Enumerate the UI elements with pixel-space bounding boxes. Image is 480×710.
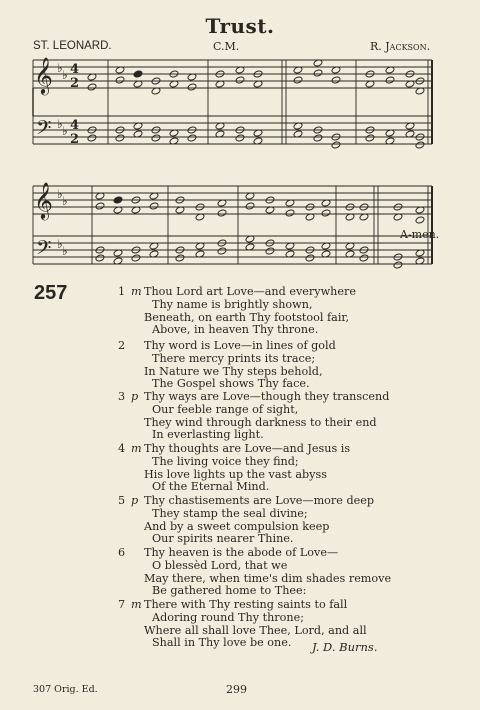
treble-clef-icon: 𝄞 (34, 56, 53, 94)
verse-line: There with Thy resting saints to fall (144, 598, 348, 611)
verse-line: In everlasting light. (152, 428, 264, 442)
time-signature-bottom: 2 (70, 76, 80, 91)
verse-number: 4 (118, 442, 126, 455)
verse-line: Thy heaven is the abode of Love— (144, 546, 339, 559)
verse-line: Our spirits nearer Thine. (152, 532, 294, 546)
verse-line: They wind through darkness to their end (144, 415, 377, 429)
amen-label: A-men. (400, 228, 440, 241)
verse-line: Thy ways are Love—though they transcend (144, 390, 390, 403)
barlines-2 (92, 186, 432, 264)
verse-line: Our feeble range of sight, (152, 402, 299, 416)
meter: C.M. (213, 40, 240, 53)
author: J. D. Burns. (312, 640, 378, 654)
composer: R. Jackson. (370, 40, 431, 53)
verse-number: 2 (118, 339, 126, 352)
verse-number: 5 (118, 494, 126, 507)
verse-number: 6 (118, 546, 126, 559)
page-number: 299 (226, 683, 247, 696)
verse-line: Thy word is Love—in lines of gold (144, 339, 336, 352)
verse-line: Thy name is brightly shown, (152, 297, 313, 311)
verse-line: Of the Eternal Mind. (152, 480, 270, 494)
flat-icon: ♭ (62, 124, 68, 138)
verse-line: Thou Lord art Love—and everywhere (144, 285, 356, 298)
time-signature-top: 4 (70, 118, 80, 133)
flat-icon: ♭ (57, 61, 63, 75)
time-signature-top: 4 (70, 62, 80, 77)
hymn-number: 257 (34, 282, 68, 304)
verse-line: Where all shall love Thee, Lord, and all (144, 623, 367, 637)
verse-number: 7 (118, 598, 126, 611)
flat-icon: ♭ (57, 237, 63, 251)
dynamic-marking: m (131, 598, 142, 611)
dynamic-marking: m (131, 442, 142, 455)
verse-line: The living voice they find; (152, 454, 299, 468)
verse-line: There mercy prints its trace; (152, 351, 316, 365)
verse-line: In Nature we Thy steps behold, (144, 364, 323, 378)
verse-line: They stamp the seal divine; (152, 506, 308, 520)
bass-clef-icon: 𝄢 (36, 236, 52, 264)
time-signature-bottom: 2 (70, 132, 80, 147)
hymn-title: Trust. (205, 14, 275, 38)
bass-clef-icon: 𝄢 (36, 116, 52, 144)
verse-line: Above, in heaven Thy throne. (152, 323, 319, 337)
barlines-1 (108, 60, 432, 144)
verse-line: Be gathered home to Thee: (152, 584, 307, 598)
verse-line: Thy chastisements are Love—more deep (144, 494, 375, 507)
verse-line: And by a sweet compulsion keep (144, 519, 330, 533)
flat-icon: ♭ (57, 187, 63, 201)
verse-line: The Gospel shows Thy face. (152, 377, 310, 391)
tune-name: ST. LEONARD. (33, 40, 112, 52)
dynamic-marking: m (131, 285, 142, 298)
verse-line: Thy thoughts are Love—and Jesus is (144, 442, 351, 455)
edition-note: 307 Orig. Ed. (33, 684, 98, 695)
verse-line: Beneath, on earth Thy footstool fair, (144, 310, 350, 324)
flat-icon: ♭ (62, 244, 68, 258)
verse-line: His love lights up the vast abyss (144, 467, 327, 481)
flat-icon: ♭ (57, 117, 63, 131)
dynamic-marking: p (131, 390, 139, 403)
staff-bass-2 (33, 236, 432, 264)
dynamic-marking: p (131, 494, 139, 507)
treble-clef-icon: 𝄞 (34, 181, 53, 219)
verse-line: May there, when time's dim shades remove (144, 571, 392, 585)
verse-number: 1 (118, 285, 126, 298)
verse-number: 3 (118, 390, 126, 403)
verse-line: Adoring round Thy throne; (152, 610, 304, 624)
flat-icon: ♭ (62, 68, 68, 82)
staff-treble-2 (33, 186, 432, 214)
flat-icon: ♭ (62, 194, 68, 208)
verse-line: Shall in Thy love be one. (152, 636, 292, 650)
verse-line: O blessèd Lord, that we (152, 558, 288, 572)
